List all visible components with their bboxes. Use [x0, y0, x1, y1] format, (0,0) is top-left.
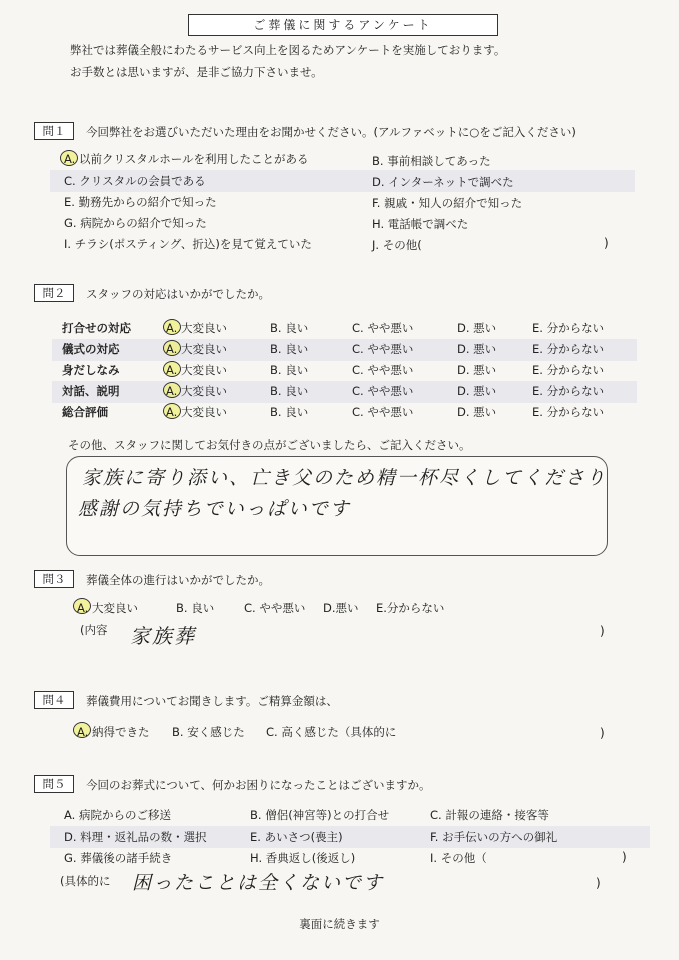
q3-option-b[interactable]: B. 良い [176, 601, 215, 615]
q2-rating-option[interactable]: A. 大変良い [166, 342, 227, 356]
q5-option-i[interactable]: I. その他（ [430, 851, 487, 865]
survey-title: ご葬儀に関するアンケート [188, 14, 498, 36]
footer-continue: 裏面に続きます [299, 917, 380, 931]
q5-option-b[interactable]: B. 僧侶(神宮等)との打合せ [250, 808, 390, 822]
q3-detail-answer: 家族葬 [130, 624, 196, 648]
q2-row-label: 対話、説明 [62, 384, 120, 398]
intro-line-2: お手数とは思いますが、是非ご協力下さいませ。 [70, 65, 323, 79]
q2-rating-option[interactable]: B. 良い [270, 342, 309, 356]
q1-option-e[interactable]: E. 勤務先からの紹介で知った [64, 195, 217, 209]
q2-rating-option[interactable]: D. 悪い [457, 363, 497, 377]
q2-rating-option[interactable]: D. 悪い [457, 405, 497, 419]
q2-row-label: 儀式の対応 [62, 342, 120, 356]
q3-option-c[interactable]: C. やや悪い [244, 601, 306, 615]
q2-rating-option[interactable]: E. 分からない [532, 405, 605, 419]
q2-rating-option[interactable]: E. 分からない [532, 384, 605, 398]
q4-option-c[interactable]: C. 高く感じた（具体的に [266, 725, 397, 739]
q2-comment-line-1: 家族に寄り添い、亡き父のため精一杯尽くしてくださり [82, 467, 608, 489]
q2-rating-option[interactable]: D. 悪い [457, 321, 497, 335]
q2-rating-option[interactable]: E. 分からない [532, 342, 605, 356]
q5-close-paren: ) [596, 876, 601, 890]
q3-detail-label: (内容 [80, 623, 108, 637]
q1-question: 今回弊社をお選びいただいた理由をお聞かせください。(アルファベットに○をご記入ください) [86, 125, 576, 139]
q3-option-d[interactable]: D.悪い [323, 601, 359, 615]
q2-row-label: 打合せの対応 [62, 321, 131, 335]
q2-rating-option[interactable]: C. やや悪い [352, 363, 414, 377]
q1-option-h[interactable]: H. 電話帳で調べた [372, 217, 469, 231]
q2-rating-option[interactable]: A. 大変良い [166, 405, 227, 419]
q1-option-i[interactable]: I. チラシ(ポスティング、折込)を見て覚えていた [64, 237, 312, 251]
q4-label: 問４ [34, 691, 74, 709]
q4-option-b[interactable]: B. 安く感じた [172, 725, 245, 739]
q2-row-label: 身だしなみ [62, 363, 120, 377]
q5-other-close-paren: ) [622, 850, 627, 864]
q4-option-a[interactable]: A. 納得できた [77, 725, 150, 739]
q5-option-d[interactable]: D. 料理・返礼品の数・選択 [64, 830, 207, 844]
q5-option-e[interactable]: E. あいさつ(喪主) [250, 830, 343, 844]
q1-label: 問１ [34, 122, 74, 140]
q2-comment-line-2: 感謝の気持ちでいっぱいです [78, 498, 351, 520]
q1-close-paren: ) [604, 236, 609, 250]
q5-option-c[interactable]: C. 計報の連絡・接客等 [430, 808, 549, 822]
q4-question: 葬儀費用についてお聞きします。ご精算金額は、 [86, 694, 338, 708]
q5-label: 問５ [34, 775, 74, 793]
q1-option-g[interactable]: G. 病院からの紹介で知った [64, 216, 207, 230]
q5-question: 今回のお葬式について、何かお困りになったことはございますか。 [86, 778, 431, 792]
q2-rating-option[interactable]: D. 悪い [457, 342, 497, 356]
q1-option-b[interactable]: B. 事前相談してあった [372, 154, 491, 168]
q1-option-f[interactable]: F. 親戚・知人の紹介で知った [372, 196, 523, 210]
q5-option-a[interactable]: A. 病院からのご移送 [64, 808, 171, 822]
q5-option-f[interactable]: F. お手伝いの方への御礼 [430, 830, 558, 844]
q2-rating-option[interactable]: C. やや悪い [352, 384, 414, 398]
q2-rating-option[interactable]: C. やや悪い [352, 321, 414, 335]
q2-rating-option[interactable]: C. やや悪い [352, 405, 414, 419]
q2-rating-option[interactable]: B. 良い [270, 384, 309, 398]
q2-question: スタッフの対応はいかがでしたか。 [86, 287, 270, 301]
q2-label: 問２ [34, 284, 74, 302]
q2-rating-option[interactable]: D. 悪い [457, 384, 497, 398]
q2-rating-option[interactable]: B. 良い [270, 405, 309, 419]
q5-detail-answer: 困ったことは全くないです [132, 872, 385, 894]
q3-label: 問３ [34, 570, 74, 588]
q5-option-h[interactable]: H. 香典返し(後返し) [250, 851, 356, 865]
q3-close-paren: ) [600, 624, 605, 638]
q2-comment-prompt: その他、スタッフに関してお気付きの点がございましたら、ご記入ください。 [68, 438, 471, 452]
q2-rating-option[interactable]: E. 分からない [532, 363, 605, 377]
q5-detail-label: (具体的に [60, 874, 111, 888]
q2-rating-option[interactable]: B. 良い [270, 321, 309, 335]
intro-line-1: 弊社では葬儀全般にわたるサービス向上を図るためアンケートを実施しております。 [70, 43, 506, 57]
q1-option-c[interactable]: C. クリスタルの会員である [64, 174, 206, 188]
q2-rating-option[interactable]: C. やや悪い [352, 342, 414, 356]
q2-row-label: 総合評価 [62, 405, 108, 419]
q3-option-a[interactable]: A. 大変良い [77, 601, 138, 615]
q2-rating-option[interactable]: A. 大変良い [166, 363, 227, 377]
q5-option-g[interactable]: G. 葬儀後の諸手続き [64, 851, 173, 865]
q3-question: 葬儀全体の進行はいかがでしたか。 [86, 573, 270, 587]
q1-option-d[interactable]: D. インターネットで調べた [372, 175, 514, 189]
q2-rating-option[interactable]: A. 大変良い [166, 384, 227, 398]
q3-option-e[interactable]: E.分からない [376, 601, 445, 615]
q1-option-a[interactable]: A. 以前クリスタルホールを利用したことがある [64, 152, 309, 166]
q4-close-paren: ) [600, 726, 605, 740]
q2-rating-option[interactable]: A. 大変良い [166, 321, 227, 335]
q1-option-j[interactable]: J. その他( [372, 238, 422, 252]
q2-rating-option[interactable]: B. 良い [270, 363, 309, 377]
q2-rating-option[interactable]: E. 分からない [532, 321, 605, 335]
